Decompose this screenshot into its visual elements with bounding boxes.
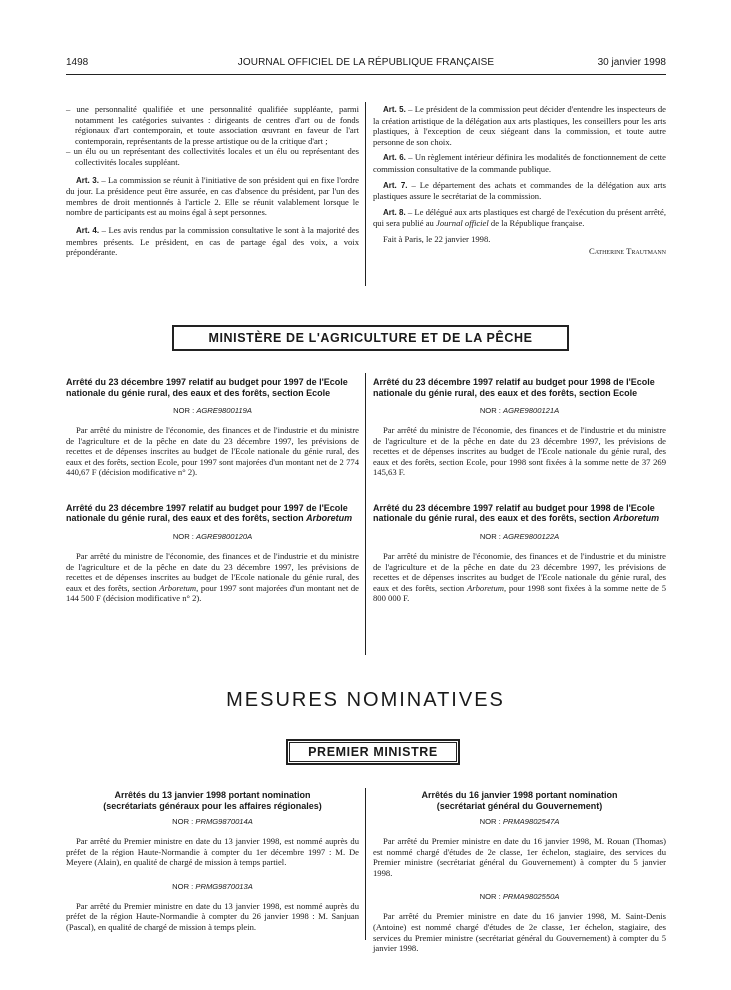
culture-decree-continuation xyxy=(66,104,666,289)
decree-title xyxy=(373,503,666,524)
decree-title-italic: Arboretum xyxy=(613,513,660,524)
nor-line xyxy=(66,532,359,541)
decree-title-line-1: Arrêtés du 13 janvier 1998 portant nomination xyxy=(114,790,311,800)
nor-code: AGRE9800120A xyxy=(196,531,253,541)
premier-ministre-section xyxy=(66,790,666,954)
signature: Catherine Trautmann xyxy=(589,245,666,256)
nor-line xyxy=(66,406,359,415)
pm-left-column xyxy=(66,790,359,933)
decree-title-italic: Arboretum xyxy=(306,513,353,524)
article-6 xyxy=(373,152,666,174)
decree-agri-1 xyxy=(66,377,359,478)
decree-body-text: Par arrêté du ministre de l'économie, des finances et de l'industrie et du ministre de l'agriculture et de la pêche en date du 23 décembre 1997, les prévisions de recettes et de dépenses inscrites au budget de l'Ecole nationale du génie rural, des eaux et des forêts, section xyxy=(373,550,666,593)
decree-body-italic: Arboretum xyxy=(159,582,197,593)
nor-code: PRMG9870013A xyxy=(195,881,253,891)
decree-body-end: , pour 1997 sont majorées d'un montant net de 144 500 F (décision modificative n° 2). xyxy=(66,582,359,604)
nor-label: NOR : xyxy=(479,406,504,415)
nor-line xyxy=(373,892,666,901)
article-8-text-end: de la République française. xyxy=(488,218,585,229)
decree-title-text: Arrêté du 23 décembre 1997 relatif au budget pour 1998 de l'Ecole nationale du génie rural, des eaux et des forêts, section xyxy=(373,502,655,524)
page-number: 1498 xyxy=(66,57,89,68)
heading-inner-frame xyxy=(289,742,457,762)
decree-title-line-2: (secrétariat général du Gouvernement) xyxy=(436,800,603,811)
decree-title xyxy=(66,503,359,524)
article-3-text: – La commission se réunit à l'initiative de son président qui en fixe l'ordre du jour. La présidence peut être assurée, en cas d'absence du président, par l'un des membres de droit mentionnés à l'article 2. Elle se réunit valablement lorsque le nombre de participants est au moins égal à sept personnes. xyxy=(66,174,360,218)
nor-label: NOR : xyxy=(173,406,197,415)
decree-body: Par arrêté du ministre de l'économie, des finances et de l'industrie et du ministre de l'agriculture et de la pêche en date du 23 décembre 1997, les prévisions de recettes et de dépenses inscrites au budget de l'Ecole nationale du génie rural, des eaux et des forêts, section Ecole, pour 1998 sont fixées à la somme nette de 37 269 145,63 F. xyxy=(373,425,666,478)
journal-officiel-italic: Journal officiel xyxy=(436,218,489,229)
pm-column-divider xyxy=(365,788,366,940)
article-8 xyxy=(373,207,666,229)
article-4-label: Art. 4. xyxy=(76,225,100,235)
column-divider xyxy=(365,102,366,286)
decree-title-line-2: (secrétariats généraux pour les affaires régionales) xyxy=(103,800,322,811)
article-8-label: Art. 8. xyxy=(383,207,406,217)
nor-line xyxy=(66,882,359,891)
article-5 xyxy=(373,104,666,147)
decree-body xyxy=(373,551,666,604)
decree-body: Par arrêté du Premier ministre en date du 16 janvier 1998, M. Saint-Denis (Antoine) est nommé chargé d'études de 2e classe, 1er échelon, stagiaire, des services du Premier ministre (secrétariat général du Gouvernement) à compter du 5 janvier 1998. xyxy=(373,911,666,954)
nor-code: AGRE9800121A xyxy=(503,406,560,415)
decree-agri-2 xyxy=(373,377,666,478)
agri-left-column xyxy=(66,377,359,604)
pm-right-column xyxy=(373,790,666,954)
culture-left-column xyxy=(66,104,359,258)
decree-body: Par arrêté du Premier ministre en date du 16 janvier 1998, M. Rouan (Thomas) est nommé chargé d'études de 2e classe, 1er échelon, stagiaire, des services du Premier ministre (secrétariat général du Gouvernement) à compter du 5 janvier 1998. xyxy=(373,836,666,878)
nor-code: AGRE9800122A xyxy=(503,531,560,541)
decree-agri-3 xyxy=(66,503,359,604)
decree-body-end: , pour 1998 sont fixées à la somme nette de 5 800 000 F. xyxy=(373,582,666,604)
decree-body: Par arrêté du Premier ministre en date du 13 janvier 1998, est nommé auprès du préfet de la région Haute-Normandie à compter du 1er décembre 1997 : M. De Meyere (Alain), en qualité de chargé de mission à temps partiel. xyxy=(66,836,359,868)
decree-title-text: Arrêté du 23 décembre 1997 relatif au budget pour 1997 de l'Ecole nationale du génie rural, des eaux et des forêts, section xyxy=(66,502,348,524)
page-header xyxy=(66,57,666,71)
nor-label: NOR : xyxy=(479,892,503,902)
nor-label: NOR : xyxy=(172,817,196,826)
article-7-text: – Le département des achats et commandes de la délégation aux arts plastiques assure le secrétariat de la commission. xyxy=(373,179,667,202)
article-5-text: – Le président de la commission peut décider d'entendre les inspecteurs de la création artistique de la délégation aux arts plastiques, les conseillers pour les arts plastiques, à l'exception de ceux siégeant dans la commission, et toute autre personne de son choix. xyxy=(373,104,666,147)
nor-code: PRMA9802547A xyxy=(502,817,560,826)
nor-line xyxy=(373,817,666,826)
article-4-text: – Les avis rendus par la commission consultative le sont à la majorité des membres présents. Le président, en cas de partage égal des voix, a voix prépondérante. xyxy=(66,224,360,258)
article-7-label: Art. 7. xyxy=(383,180,408,190)
ministry-agriculture-heading: MINISTÈRE DE L'AGRICULTURE ET DE LA PÊCHE xyxy=(172,325,569,351)
article-3 xyxy=(66,175,359,218)
premier-ministre-heading xyxy=(286,739,460,765)
journal-title: JOURNAL OFFICIEL DE LA RÉPUBLIQUE FRANÇAISE xyxy=(237,57,495,68)
nor-line xyxy=(373,532,666,541)
header-rule xyxy=(66,74,666,75)
decree-body xyxy=(66,551,359,604)
article-4 xyxy=(66,225,359,258)
article-8-text: – Le délégué aux arts plastiques est chargé de l'exécution du présent arrêté, qui sera publié au xyxy=(373,206,667,229)
member-bullet-1: – une personnalité qualifiée et une personnalité qualifiée suppléante, parmi notamment les catégories suivantes : dirigeants de centres d'art ou de fonds régionaux d'art contemporain, et toute association œuvrant en faveur de l'art contemporain, représentants de la presse artistique ou de la critique d'art ; xyxy=(66,104,359,146)
issue-date: 30 janvier 1998 xyxy=(597,57,666,68)
article-5-label: Art. 5. xyxy=(383,105,406,114)
article-6-label: Art. 6. xyxy=(383,153,406,163)
decree-body: Par arrêté du ministre de l'économie, des finances et de l'industrie et du ministre de l'agriculture et de la pêche en date du 23 décembre 1997, les prévisions de recettes et de dépenses inscrites au budget de l'Ecole nationale du génie rural, des eaux et des forêts, section Ecole, pour 1997 sont majorées d'un montant net de 2 774 440,67 F (décision modificative n° 2). xyxy=(66,425,359,478)
decree-body-text: Par arrêté du ministre de l'économie, des finances et de l'industrie et du ministre de l'agriculture et de la pêche en date du 23 décembre 1997, les prévisions de recettes et de dépenses inscrites au budget de l'Ecole nationale du génie rural, des eaux et des forêts, section xyxy=(66,550,359,593)
nor-code: PRMA9802550A xyxy=(502,892,560,902)
decree-body: Par arrêté du Premier ministre en date du 13 janvier 1998, est nommé auprès du préfet de la région Haute-Normandie à compter du 26 janvier 1998 : M. Sanjuan (Pascal), en qualité de chargé de mission à temps plein. xyxy=(66,900,359,932)
article-6-text: – Un règlement intérieur définira les modalités de fonctionnement de cette commission consultative de la commande publique. xyxy=(373,152,666,174)
mesures-nominatives-heading: MESURES NOMINATIVES xyxy=(226,689,505,711)
decree-agri-4 xyxy=(373,503,666,604)
nor-label: NOR : xyxy=(479,817,503,826)
signed-place: Fait à Paris, le 22 janvier 1998. xyxy=(383,233,491,244)
agri-column-divider xyxy=(365,373,366,655)
decree-title: Arrêté du 23 décembre 1997 relatif au budget pour 1998 de l'Ecole nationale du génie rural, des eaux et des forêts, section Ecole xyxy=(373,377,655,398)
nor-code: AGRE9800119A xyxy=(196,406,252,415)
nor-line xyxy=(373,406,666,415)
decree-title: Arrêté du 23 décembre 1997 relatif au budget pour 1997 de l'Ecole nationale du génie rural, des eaux et des forêts, section Ecole xyxy=(66,377,348,398)
agriculture-section xyxy=(66,377,666,657)
member-bullet-2: – un élu ou un représentant des collectivités locales et un élu ou représentant des collectivités locales suppléant. xyxy=(66,146,359,167)
nor-label: NOR : xyxy=(172,531,197,541)
nor-line xyxy=(66,817,359,826)
nor-label: NOR : xyxy=(172,881,196,891)
decree-body-italic: Arboretum xyxy=(467,582,504,593)
decree-title-line-1: Arrêtés du 16 janvier 1998 portant nomination xyxy=(421,790,618,800)
nor-label: NOR : xyxy=(479,531,504,541)
premier-ministre-label: PREMIER MINISTRE xyxy=(308,745,438,759)
culture-right-column xyxy=(373,104,666,256)
article-3-label: Art. 3. xyxy=(76,175,99,185)
article-7 xyxy=(373,180,666,202)
nor-code: PRMG9870014A xyxy=(195,817,253,826)
agri-right-column xyxy=(373,377,666,604)
